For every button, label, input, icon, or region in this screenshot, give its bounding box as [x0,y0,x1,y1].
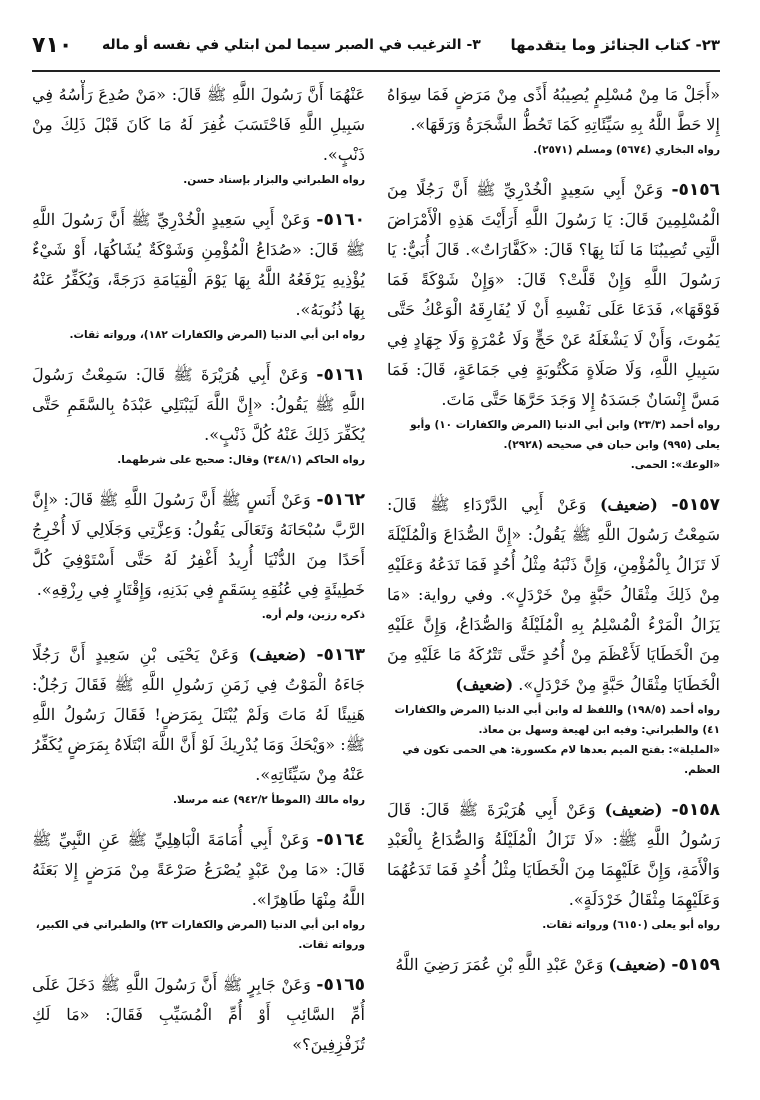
hadith-text: وَعَنْ أَنَسٍ ﷺ أَنَّ رَسُولَ اللَّهِ ﷺ قَالَ: «إِنَّ الرَّبَّ سُبْحَانَهُ وَتَعَالَى يَقُولُ: وَعِزَّتِي وَجَلَالِي لَا أُخْرِجُ أَحَدًا مِنَ الدُّنْيَا أُرِيدُ أَغْفِرُ لَهُ حَتَّى أَسْتَوْفِيَ كُلَّ خَطِيئَةٍ فِي عُنُقِهِ بِسَقَمٍ فِي بَدَنِهِ، وَإِقْتَارٍ فِي رِزْقِهِ». [32,490,365,599]
hadith-number: ٥١٥٦- [671,180,720,200]
page-number: ٧١٠ [32,32,73,58]
hadith-number: ٥١٦٥- [316,975,365,995]
hadith-entry [387,175,720,475]
hadith-source: رواه أبو يعلى (٦١٥٠) ورواته ثقات. [542,919,720,931]
hadith-entry [32,360,365,470]
word-note: «المليلة»: بفتح الميم بعدها لام مكسورة: هي الحمى تكون في العظم. [402,744,720,776]
book-title: ٢٣- كتاب الجنائز وما يتقدمها [510,36,720,54]
hadith-number: ٥١٥٨- [671,800,720,820]
chapter-title: ٣- الترغيب في الصبر سيما لمن ابتلي في نفسه أو ماله [101,37,481,53]
hadith-source: ذكره رزين، ولم أره. [261,609,365,621]
hadith-number: ٥١٦٤- [316,830,365,850]
hadith-source: رواه أحمد (٢٣/٣) وابن أبي الدنيا (المرض والكفارات ١٠) وأبو يعلى (٩٩٥) وابن حبان في صحيحه (٢٩٢٨). [410,419,720,451]
hadith-grade-end: (ضعيف) [455,675,514,694]
hadith-number: ٥١٦٠- [316,210,365,230]
hadith-entry [387,950,720,980]
hadith-number: ٥١٦١- [316,365,365,385]
hadith-entry [32,485,365,625]
hadith-grade: (ضعيف) [248,645,307,664]
hadith-number: ٥١٦٣- [316,645,365,665]
hadith-text: وَعَنْ أَبِي هُرَيْرَةَ ﷺ قَالَ: سَمِعْتُ رَسُولَ اللَّهِ ﷺ يَقُولُ: «إِنَّ اللَّهَ لَيَبْتَلِي عَبْدَهُ بِالسَّقَمِ حَتَّى يُكَفِّرَ ذَلِكَ عَنْهُ كُلَّ ذَنْبٍ». [32,365,365,444]
hadith-entry [32,205,365,345]
right-column [387,80,720,1086]
hadith-source: رواه الحاكم (٣٤٨/١) وقال: صحيح على شرطهما. [117,454,365,466]
hadith-grade: (ضعيف) [608,955,667,974]
hadith-text: وَعَنْ أَبِي الدَّرْدَاءِ ﷺ قَالَ: سَمِعْتُ رَسُولَ اللَّهِ ﷺ يَقُولُ: «إِنَّ الصُّدَاعَ وَالْمُلَيْلَةَ لَا تَزَالُ بِالْمُؤْمِنِ، وَإِنَّ ذَنْبَهُ مِثْلُ أُحُدٍ فَمَا تَدَعُهُ وَعَلَيْهِ مِنْ ذَلِكَ مِثْقَالُ حَبَّةٍ مِنْ خَرْدَلٍ». وفي رواية: «مَا يَزَالُ الْمَرْءُ الْمُسْلِمُ بِهِ الْمُلَيْلَةُ وَالصُّدَاعُ، وَإِنَّ عَلَيْهِ مِنَ الْخَطَايَا لَأَعْظَمَ مِنْ أُحُدٍ حَتَّى تَتْرُكَهُ مَا عَلَيْهِ مِنَ الْخَطَايَا مِثْقَالُ حَبَّةٍ مِنْ خَرْدَلٍ». [387,495,720,694]
hadith-source: رواه ابن أبي الدنيا (المرض والكفارات ٢٣) والطبراني في الكبير، ورواته ثقات. [35,919,365,951]
hadith-entry [32,825,365,955]
hadith-source: رواه مالك (الموطأ ٩٤٢/٢) عنه مرسلا. [172,794,365,806]
hadith-source: رواه ابن أبي الدنيا (المرض والكفارات ١٨٢)، ورواته ثقات. [69,329,365,341]
hadith-text: «أَجَلْ مَا مِنْ مُسْلِمٍ يُصِيبُهُ أَذًى مِنْ مَرَضٍ فَمَا سِوَاهُ إِلا حَطَّ اللَّهُ بِهِ سَيِّئَاتِهِ كَمَا تَحُطُّ الشَّجَرَةُ وَرَقَهَا». [387,85,720,134]
hadith-text: وَعَنْ أَبِي أُمَامَةَ الْبَاهِلِيِّ ﷺ عَنِ النَّبِيِّ ﷺ قَالَ: «مَا مِنْ عَبْدٍ يُصْرَعُ صَرْعَةً مِنْ مَرَضٍ إِلا بَعَثَهُ اللَّهُ مِنْهَا طَاهِرًا». [32,830,365,909]
page-body [32,80,720,1086]
left-column [32,80,365,1086]
hadith-number: ٥١٦٢- [316,490,365,510]
hadith-source: رواه أحمد (١٩٨/٥) واللفظ له وابن أبي الدنيا (المرض والكفارات ٤١) والطبراني: وفيه ابن لهيعة وسهل بن معاذ. [394,704,720,736]
hadith-text: وَعَنْ يَحْيَى بْنِ سَعِيدٍ أَنَّ رَجُلًا جَاءَهُ الْمَوْتُ فِي زَمَنِ رَسُولِ اللَّهِ ﷺ فَقَالَ رَجُلٌ: هَنِيئًا لَهُ مَاتَ وَلَمْ يُبْتَلَ بِمَرَضٍ! فَقَالَ رَسُولُ اللَّهِ ﷺ: «وَيْحَكَ وَمَا يُدْرِيكَ لَوْ أَنَّ اللَّهَ ابْتَلَاهُ بِمَرَضٍ يُكَفِّرُ عَنْهُ مِنْ سَيِّئَاتِهِ». [32,645,365,784]
hadith-grade: (ضعيف) [604,800,663,819]
hadith-text: عَنْهُمَا أَنَّ رَسُولَ اللَّهِ ﷺ قَالَ: «مَنْ صُدِعَ رَأْسُهُ فِي سَبِيلِ اللَّهِ فَاحْتَسَبَ غُفِرَ لَهُ مَا كَانَ قَبْلَ ذَلِكَ مِنْ ذَنْبٍ». [32,85,365,164]
hadith-entry [387,490,720,780]
hadith-entry [32,970,365,1060]
hadith-text: وَعَنْ أَبِي سَعِيدٍ الْخُدْرِيِّ ﷺ أَنَّ رَسُولَ اللَّهِ ﷺ قَالَ: «صُدَاعُ الْمُؤْمِنِ وَشَوْكَةٌ يُشَاكُهَا، أَوْ شَيْءٌ يُؤْذِيهِ يَرْفَعُهُ اللَّهُ بِهَا يَوْمَ الْقِيَامَةِ دَرَجَةً، وَيُكَفِّرُ عَنْهُ بِهَا ذُنُوبَهُ». [32,210,365,319]
hadith-entry [32,80,365,190]
hadith-entry [32,640,365,810]
hadith-text: وَعَنْ أَبِي سَعِيدٍ الْخُدْرِيِّ ﷺ أَنَّ رَجُلًا مِنَ الْمُسْلِمِينَ قَالَ: يَا رَسُولَ اللَّهِ أَرَأَيْتَ هَذِهِ الْأَمْرَاضَ الَّتِي تُصِيبُنَا مَا لَنَا بِهَا؟ قَالَ: «كَفَّارَاتٌ». قَالَ أُبَيٌّ: يَا رَسُولَ اللَّهِ وَإِنْ قَلَّتْ؟ قَالَ: «وَإِنْ شَوْكَةً فَمَا فَوْقَهَا»، فَدَعَا عَلَى نَفْسِهِ أَنْ لَا يُفَارِقَهُ الْوَعْكُ حَتَّى يَمُوتَ، وَأَنْ لَا يَشْغَلَهُ عَنْ حَجٍّ وَلَا عُمْرَةٍ وَلَا جِهَادٍ فِي سَبِيلِ اللَّهِ، وَلَا صَلَاةٍ مَكْتُوبَةٍ فِي جَمَاعَةٍ، قَالَ: فَمَا مَسَّ إِنْسَانٌ جَسَدَهُ إِلا وَجَدَ حَرَّهَا حَتَّى مَاتَ. [387,180,720,409]
word-note: «الوعك»: الحمى. [630,459,720,471]
hadith-text: وَعَنْ أَبِي هُرَيْرَةَ ﷺ قَالَ: قَالَ رَسُولُ اللَّهِ ﷺ: «لَا تَزَالُ الْمُلَيْلَةُ وَالصُّدَاعُ بِالْعَبْدِ وَالْأَمَةِ، وَإِنَّ عَلَيْهِمَا مِنَ الْخَطَايَا مِثْلُ أُحُدٍ فَمَا تَدَعُهُمَا وَعَلَيْهِمَا مِثْقَالُ خَرْدَلَةٍ». [387,800,720,909]
hadith-text: وَعَنْ عَبْدِ اللَّهِ بْنِ عُمَرَ رَضِيَ اللَّهُ [395,955,604,974]
hadith-source: رواه البخاري (٥٦٧٤) ومسلم (٢٥٧١). [533,144,720,156]
hadith-number: ٥١٥٩- [671,955,720,975]
hadith-source: رواه الطبراني والبزار بإسناد حسن. [183,174,365,186]
hadith-grade: (ضعيف) [599,495,658,514]
hadith-number: ٥١٥٧- [671,495,720,515]
hadith-entry [387,795,720,935]
hadith-text: وَعَنْ جَابِرٍ ﷺ أَنَّ رَسُولَ اللَّهِ ﷺ دَخَلَ عَلَى أُمِّ السَّائِبِ أَوْ أُمِّ الْمُسَيِّبِ فَقَالَ: «مَا لَكِ تُزَفْزِفِينَ؟» [32,975,365,1054]
page-header [32,20,720,72]
hadith-entry [387,80,720,160]
